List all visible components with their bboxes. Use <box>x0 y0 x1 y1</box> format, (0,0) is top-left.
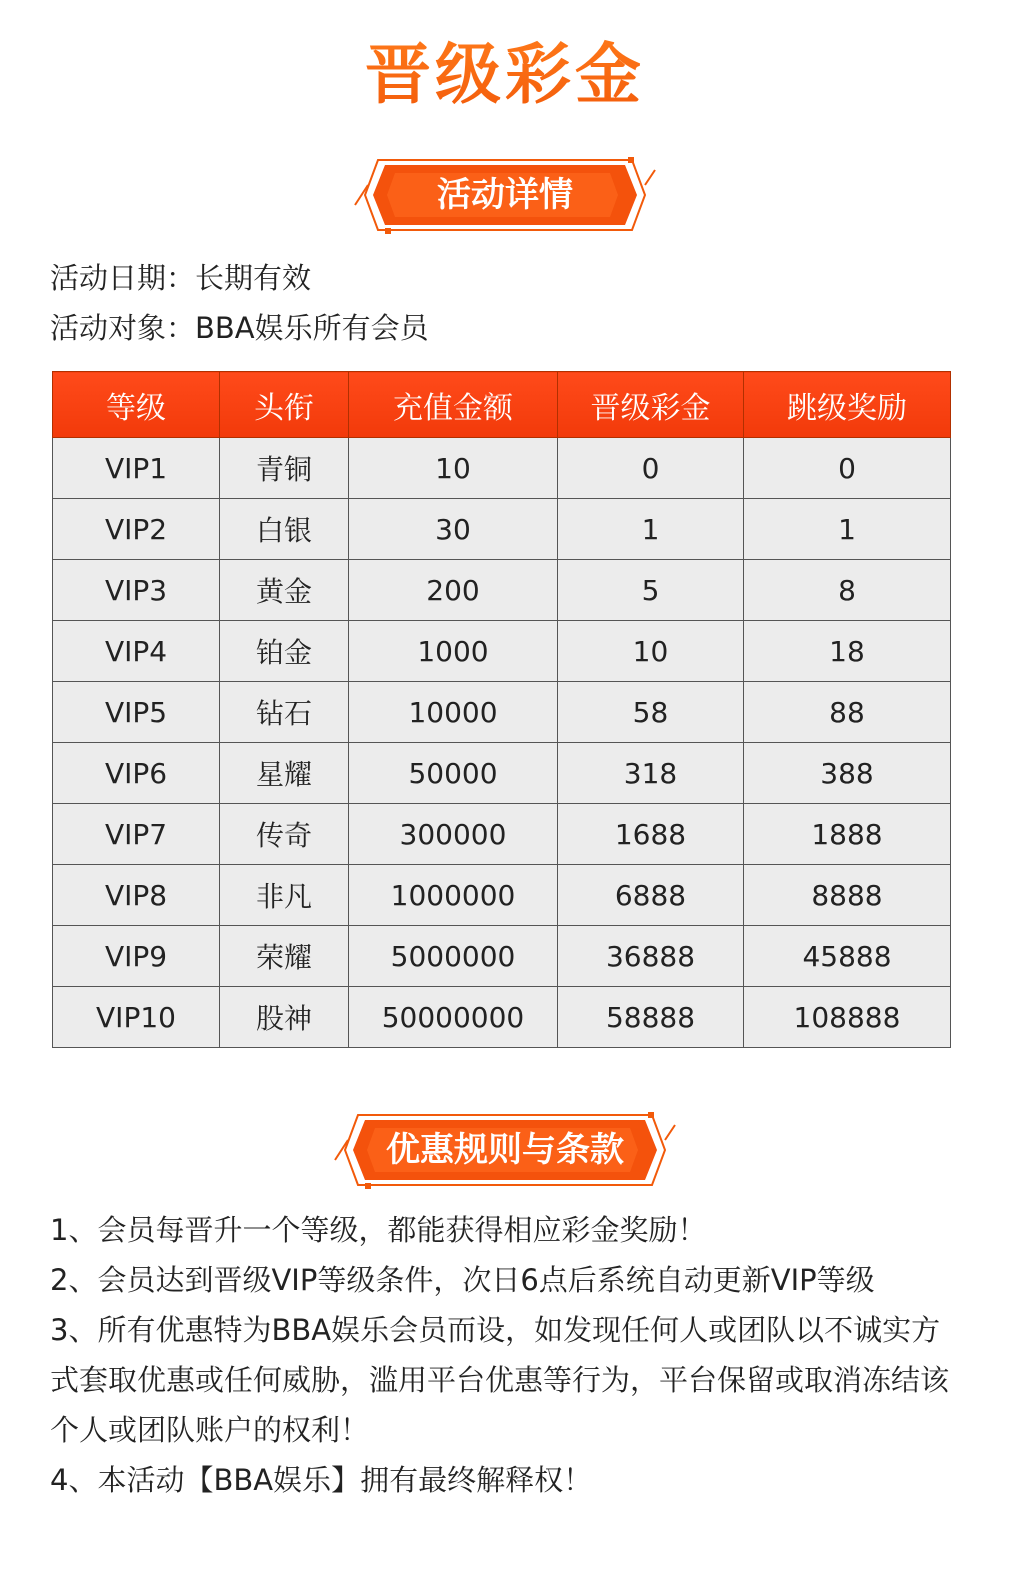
cell-deposit: 1000 <box>349 621 558 682</box>
cell-level: VIP8 <box>53 865 220 926</box>
cell-title: 股神 <box>220 987 349 1048</box>
header-title: 头衔 <box>220 372 349 438</box>
cell-deposit: 300000 <box>349 804 558 865</box>
table-row <box>53 804 951 865</box>
table-row <box>53 743 951 804</box>
cell-bonus: 318 <box>558 743 744 804</box>
cell-bonus: 6888 <box>558 865 744 926</box>
cell-title: 青铜 <box>220 438 349 499</box>
cell-deposit: 10 <box>349 438 558 499</box>
cell-jump-reward: 108888 <box>744 987 951 1048</box>
cell-level: VIP3 <box>53 560 220 621</box>
rule-item: 3、所有优惠特为BBA娱乐会员而设，如发现任何人或团队以不诚实方式套取优惠或任何威胁，滥用平台优惠等行为，平台保留或取消冻结该个人或团队账户的权利！ <box>50 1313 950 1447</box>
table-row <box>53 438 951 499</box>
rule-item: 4、本活动【BBA娱乐】拥有最终解释权！ <box>50 1463 593 1497</box>
activity-date-value: 长期有效 <box>195 261 312 295</box>
table-row <box>53 682 951 743</box>
cell-jump-reward: 8888 <box>744 865 951 926</box>
cell-deposit: 50000 <box>349 743 558 804</box>
cell-bonus: 1 <box>558 499 744 560</box>
rule-item: 1、会员每晋升一个等级，都能获得相应彩金奖励！ <box>50 1213 707 1247</box>
cell-title: 荣耀 <box>220 926 349 987</box>
activity-date-label: 活动日期： <box>50 261 196 295</box>
cell-deposit: 5000000 <box>349 926 558 987</box>
table-row <box>53 865 951 926</box>
cell-title: 非凡 <box>220 865 349 926</box>
cell-bonus: 58 <box>558 682 744 743</box>
cell-jump-reward: 88 <box>744 682 951 743</box>
cell-jump-reward: 8 <box>744 560 951 621</box>
header-bonus: 晋级彩金 <box>558 372 744 438</box>
cell-deposit: 30 <box>349 499 558 560</box>
cell-jump-reward: 388 <box>744 743 951 804</box>
table-row <box>53 621 951 682</box>
rule-item: 2、会员达到晋级VIP等级条件，次日6点后系统自动更新VIP等级 <box>50 1263 875 1297</box>
details-section-banner <box>0 155 1010 235</box>
cell-bonus: 5 <box>558 560 744 621</box>
cell-jump-reward: 1 <box>744 499 951 560</box>
cell-title: 铂金 <box>220 621 349 682</box>
activity-target <box>50 308 429 348</box>
vip-table <box>52 371 951 1048</box>
cell-level: VIP9 <box>53 926 220 987</box>
table-row <box>53 560 951 621</box>
cell-level: VIP4 <box>53 621 220 682</box>
cell-title: 星耀 <box>220 743 349 804</box>
cell-level: VIP10 <box>53 987 220 1048</box>
cell-deposit: 10000 <box>349 682 558 743</box>
cell-bonus: 58888 <box>558 987 744 1048</box>
cell-jump-reward: 1888 <box>744 804 951 865</box>
activity-target-value: BBA娱乐所有会员 <box>195 311 429 345</box>
header-deposit: 充值金额 <box>349 372 558 438</box>
cell-level: VIP6 <box>53 743 220 804</box>
table-row <box>53 987 951 1048</box>
cell-deposit: 50000000 <box>349 987 558 1048</box>
cell-bonus: 0 <box>558 438 744 499</box>
cell-deposit: 1000000 <box>349 865 558 926</box>
cell-level: VIP5 <box>53 682 220 743</box>
cell-title: 钻石 <box>220 682 349 743</box>
cell-bonus: 10 <box>558 621 744 682</box>
rules-section-banner <box>0 1110 1010 1190</box>
cell-bonus: 36888 <box>558 926 744 987</box>
table-header-row <box>53 372 951 438</box>
header-jump-reward: 跳级奖励 <box>744 372 951 438</box>
table-row <box>53 499 951 560</box>
details-section-title: 活动详情 <box>437 175 573 215</box>
cell-jump-reward: 45888 <box>744 926 951 987</box>
cell-bonus: 1688 <box>558 804 744 865</box>
table-row <box>53 926 951 987</box>
cell-title: 黄金 <box>220 560 349 621</box>
cell-level: VIP1 <box>53 438 220 499</box>
cell-level: VIP2 <box>53 499 220 560</box>
activity-date <box>50 258 311 298</box>
cell-level: VIP7 <box>53 804 220 865</box>
cell-deposit: 200 <box>349 560 558 621</box>
rules-section-title: 优惠规则与条款 <box>386 1130 624 1170</box>
cell-title: 白银 <box>220 499 349 560</box>
header-level: 等级 <box>53 372 220 438</box>
activity-target-label: 活动对象： <box>50 311 196 345</box>
cell-jump-reward: 18 <box>744 621 951 682</box>
cell-jump-reward: 0 <box>744 438 951 499</box>
page-title: 晋级彩金 <box>0 30 1010 120</box>
cell-title: 传奇 <box>220 804 349 865</box>
